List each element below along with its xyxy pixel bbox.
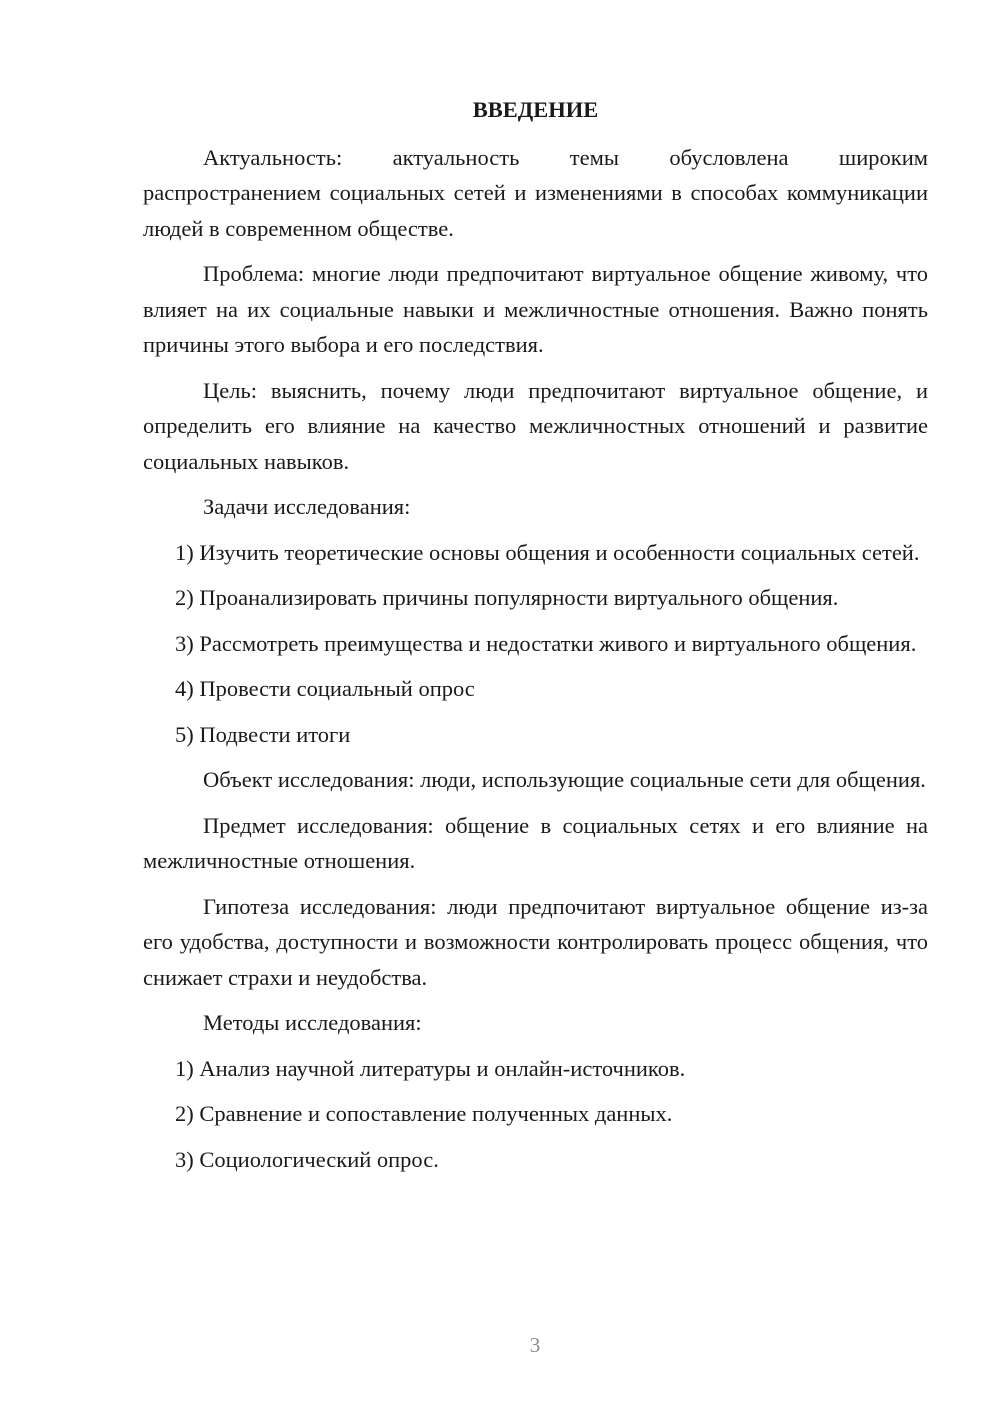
list-item-method-2: 2) Сравнение и сопоставление полученных данных.	[175, 1101, 673, 1126]
list-item-task-1: 1) Изучить теоретические основы общения и особенности социальных сетей.	[175, 539, 920, 565]
paragraph-relevance: Актуальность: актуальность темы обусловлена широким распространением социальных сетей и изменениями в способах коммуникации людей в современном обществе.	[143, 144, 928, 241]
paragraph-goal: Цель: выяснить, почему люди предпочитают виртуальное общение, и определить его влияние на качество межличностных отношений и развитие социальных навыков.	[143, 377, 928, 474]
list-item-method-1: 1) Анализ научной литературы и онлайн-источников.	[175, 1055, 686, 1081]
tasks-heading: Задачи исследования:	[203, 494, 411, 519]
page-content	[143, 92, 928, 1187]
list-item-method-3: 3) Социологический опрос.	[175, 1146, 439, 1172]
paragraph-object: Объект исследования: люди, использующие социальные сети для общения.	[203, 767, 926, 792]
section-title: ВВЕДЕНИЕ	[472, 97, 599, 122]
list-item-task-4: 4) Провести социальный опрос	[175, 676, 475, 701]
paragraph-subject: Предмет исследования: общение в социальных сетях и его влияние на межличностные отношения.	[143, 812, 928, 873]
list-item-task-5: 5) Подвести итоги	[175, 721, 351, 747]
list-item-task-3: 3) Рассмотреть преимущества и недостатки живого и виртуального общения.	[175, 630, 917, 656]
methods-heading: Методы исследования:	[203, 1010, 422, 1035]
page-number: 3	[529, 1333, 541, 1357]
paragraph-problem: Проблема: многие люди предпочитают виртуальное общение живому, что влияет на их социальные навыки и межличностные отношения. Важно понять причины этого выбора и его последствия.	[143, 261, 928, 357]
list-item-task-2: 2) Проанализировать причины популярности виртуального общения.	[175, 585, 839, 610]
paragraph-hypothesis: Гипотеза исследования: люди предпочитают виртуальное общение из-за его удобства, доступности и возможности контролировать процесс общения, что снижает страхи и неудобства.	[143, 893, 928, 990]
